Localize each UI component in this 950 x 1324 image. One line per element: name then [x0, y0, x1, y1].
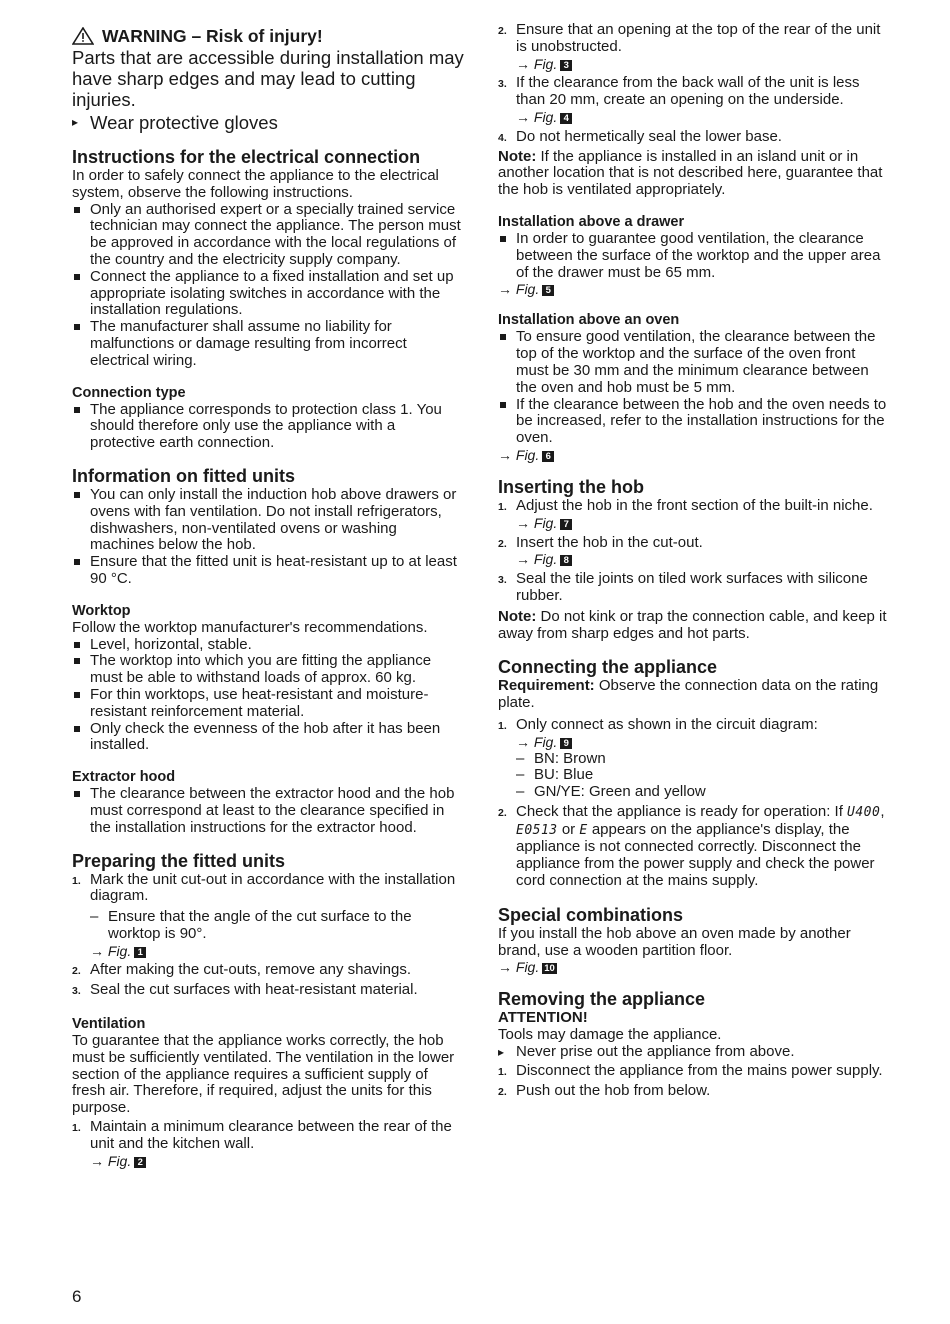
step-number: 2.: [498, 1085, 507, 1098]
step-number: 3.: [498, 78, 507, 91]
fig-reference: → Fig. 7: [516, 515, 890, 532]
list-item: If the clearance between the hob and the oven needs to be increased, refer to the installation instructions for the oven.: [498, 397, 890, 447]
fig-reference: → Fig. 1: [90, 943, 464, 960]
step-number: 1.: [72, 1122, 81, 1135]
attention-label: ATTENTION!: [498, 1009, 588, 1027]
list-item: The worktop into which you are fitting the appliance must be able to withstand loads of approx. 60 kg.: [72, 653, 464, 687]
fitted-units-heading: Information on fitted units: [72, 465, 295, 486]
step-item: [498, 1083, 890, 1100]
warning-title: [72, 25, 464, 47]
right-column: [498, 22, 890, 1099]
connection-type-list: [72, 402, 464, 452]
step-text: Disconnect the appliance from the mains power supply.: [516, 1061, 883, 1079]
step-item: [498, 498, 890, 532]
oven-heading: Installation above an oven: [498, 312, 680, 329]
list-item: Level, horizontal, stable.: [72, 637, 464, 654]
ventilation-intro: To guarantee that the appliance works correctly, the hob must be sufficiently ventilated. The ventilation in the lower section of the appliance requires a sufficient supply of fresh air. Therefore, if required, adjust the units for this purpose.: [72, 1032, 455, 1117]
fig-number: 3: [560, 60, 572, 71]
fig-number: 1: [134, 947, 146, 958]
step-number: 2.: [498, 537, 507, 550]
step-text: Push out the hob from below.: [516, 1081, 711, 1099]
warning-step: ▸ Wear protective gloves: [72, 112, 464, 133]
ventilation-note: Note: If the appliance is installed in an island unit or in another location that is not described here, guarantee that the hob is ventilated appropriately.: [498, 147, 883, 199]
step-number: 1.: [498, 1065, 507, 1078]
step-text: Insert the hob in the cut-out.: [516, 533, 703, 551]
drawer-list: [498, 231, 890, 281]
list-item: To ensure good ventilation, the clearance between the top of the worktop and the surface of the oven front must be 30 mm and the minimum clearance between the oven and hob must be 5 mm.: [498, 329, 890, 396]
electrical-heading: Instructions for the electrical connection: [72, 147, 421, 167]
step-item: [72, 962, 464, 979]
fig-number: 9: [560, 738, 572, 749]
wire-item: – BU: Blue: [516, 767, 890, 784]
fitted-units-list: [72, 487, 464, 588]
warning-title-text: WARNING – Risk of injury!: [102, 26, 323, 46]
step-text: Do not hermetically seal the lower base.: [516, 127, 782, 145]
step-text: If the clearance from the back wall of the unit is less than 20 mm, create an opening on the underside.: [516, 74, 860, 109]
step-item: 2. Check that the appliance is ready for operation: If U400, E0513 or E appears on the appliance's display, the appliance is not connected correctly. Disconnect the appliance from the power supply and check the power cord connection at the mains supply.: [498, 802, 885, 890]
ventilation-steps-left: [72, 1119, 464, 1169]
step-item: [498, 22, 890, 72]
fig-number: 7: [560, 519, 572, 530]
step-text: Seal the tile joints on tiled work surfaces with silicone rubber.: [516, 570, 868, 604]
step-number: 1.: [72, 874, 81, 887]
warning-text: Parts that are accessible during installation may have sharp edges and may lead to cutting injuries.: [72, 47, 464, 110]
connecting-steps: [498, 717, 890, 890]
step-number: 3.: [498, 574, 507, 587]
list-item: The clearance between the extractor hood and the hob must correspond at least to the clearance specified in the installation instructions for the extractor hood.: [72, 786, 464, 836]
list-item: In order to guarantee good ventilation, the clearance between the surface of the worktop and the upper area of the drawer must be 65 mm.: [498, 231, 890, 281]
list-item: The manufacturer shall assume no liability for malfunctions or damage resulting from incorrect electrical wiring.: [72, 319, 464, 369]
step-number: 4.: [498, 131, 507, 144]
preparing-steps: [72, 872, 464, 1000]
step-item: [498, 1063, 890, 1080]
removing-steps: [498, 1063, 890, 1100]
removing-heading: Removing the appliance: [498, 989, 706, 1010]
wire-item: – GN/YE: Green and yellow: [516, 784, 890, 801]
fig-reference: → Fig. 8: [516, 551, 890, 568]
inserting-note: Note: Do not kink or trap the connection cable, and keep it away from sharp edges and hot parts.: [498, 607, 887, 642]
special-heading: Special combinations: [498, 904, 684, 925]
list-item: Only check the evenness of the hob after it has been installed.: [72, 721, 464, 755]
step-number: 2.: [72, 965, 81, 978]
list-item: The appliance corresponds to protection class 1. You should therefore only use the appliance with a protective earth connection.: [72, 402, 464, 452]
step-text: Seal the cut surfaces with heat-resistant material.: [90, 981, 418, 999]
removing-warning-step: ▸ Never prise out the appliance from above.: [498, 1044, 890, 1061]
list-item: Only an authorised expert or a specially trained service technician may connect the appliance. The person must be approved in accordance with the local regulations of the country and the electricity supply company.: [72, 202, 464, 269]
fig-number: 10: [544, 963, 555, 975]
left-column: [72, 22, 464, 1169]
step-text: Ensure that an opening at the top of the rear of the unit is unobstructed.: [516, 21, 881, 55]
wire-item: – BN: Brown: [516, 751, 890, 768]
electrical-list: [72, 202, 464, 370]
inserting-steps: [498, 498, 890, 605]
step-number: 2.: [498, 806, 507, 819]
hood-list: [72, 786, 464, 836]
electrical-intro: In order to safely connect the appliance to the electrical system, observe the following instructions.: [72, 167, 439, 201]
step-number: 1.: [498, 500, 507, 513]
step-text: After making the cut-outs, remove any shavings.: [90, 961, 411, 979]
connecting-requirement: Requirement: Observe the connection data on the rating plate.: [498, 677, 879, 712]
step-item: [72, 982, 464, 999]
sub-step: – Ensure that the angle of the cut surface to the worktop is 90°.: [90, 909, 464, 943]
fig-reference: → Fig. 10: [498, 959, 555, 976]
hood-heading: Extractor hood: [72, 769, 176, 786]
error-code: E: [579, 822, 588, 838]
worktop-heading: Worktop: [72, 602, 131, 619]
special-text: If you install the hob above an oven made by another brand, use a wooden partition floor.: [498, 924, 851, 959]
step-item: [498, 129, 890, 146]
fig-number: 2: [134, 1157, 146, 1168]
preparing-heading: Preparing the fitted units: [72, 850, 286, 871]
worktop-intro: Follow the worktop manufacturer's recommendations.: [72, 618, 428, 636]
fig-number: 4: [560, 113, 572, 124]
step-text: Adjust the hob in the front section of the built-in niche.: [516, 496, 873, 514]
step-text: Mark the unit cut-out in accordance with the installation diagram.: [90, 870, 456, 905]
fig-reference: → Fig. 2: [90, 1153, 464, 1170]
fig-reference: → Fig. 6: [498, 447, 890, 463]
ventilation-steps-right: [498, 22, 890, 146]
fig-number: 8: [560, 555, 572, 566]
step-item: [498, 535, 890, 569]
oven-list: [498, 329, 890, 447]
list-item: Connect the appliance to a fixed installation and set up appropriate isolating switches in accordance with the installation regulations.: [72, 269, 464, 319]
fig-reference: → Fig. 9: [516, 734, 890, 751]
list-item: Ensure that the fitted unit is heat-resistant up to at least 90 °C.: [72, 554, 464, 588]
error-code: U400: [847, 804, 881, 820]
step-text: Maintain a minimum clearance between the rear of the unit and the kitchen wall.: [90, 1118, 452, 1152]
step-item: [498, 571, 890, 605]
error-code: E0513: [516, 822, 558, 838]
fig-reference: → Fig. 5: [498, 281, 890, 297]
step-item: [498, 717, 890, 801]
fig-reference: → Fig. 4: [516, 109, 890, 126]
fig-number: 5: [542, 285, 554, 296]
connecting-heading: Connecting the appliance: [498, 657, 718, 678]
ventilation-heading: Ventilation: [72, 1016, 146, 1033]
worktop-list: [72, 637, 464, 755]
step-number: 3.: [72, 985, 81, 998]
list-item: You can only install the induction hob above drawers or ovens with fan ventilation. Do not install refrigerators, dishwashers, non-ventilated ovens or washing machines below the hob.: [72, 487, 464, 554]
list-item: For thin worktops, use heat-resistant and moisture-resistant reinforcement material.: [72, 687, 464, 721]
fig-number: 6: [542, 451, 554, 462]
warning-triangle-icon: [72, 27, 94, 45]
step-number: 1.: [498, 719, 507, 732]
fig-reference: → Fig. 3: [516, 56, 890, 73]
drawer-heading: Installation above a drawer: [498, 213, 685, 230]
step-text: Only connect as shown in the circuit diagram:: [516, 715, 818, 733]
page-number: 6: [72, 1287, 82, 1306]
step-item: [498, 75, 890, 125]
removing-text: Tools may damage the appliance.: [498, 1026, 722, 1044]
step-item: [72, 1119, 464, 1169]
connection-type-heading: Connection type: [72, 384, 186, 401]
step-number: 2.: [498, 25, 507, 37]
step-item: [72, 872, 464, 960]
inserting-heading: Inserting the hob: [498, 476, 644, 497]
